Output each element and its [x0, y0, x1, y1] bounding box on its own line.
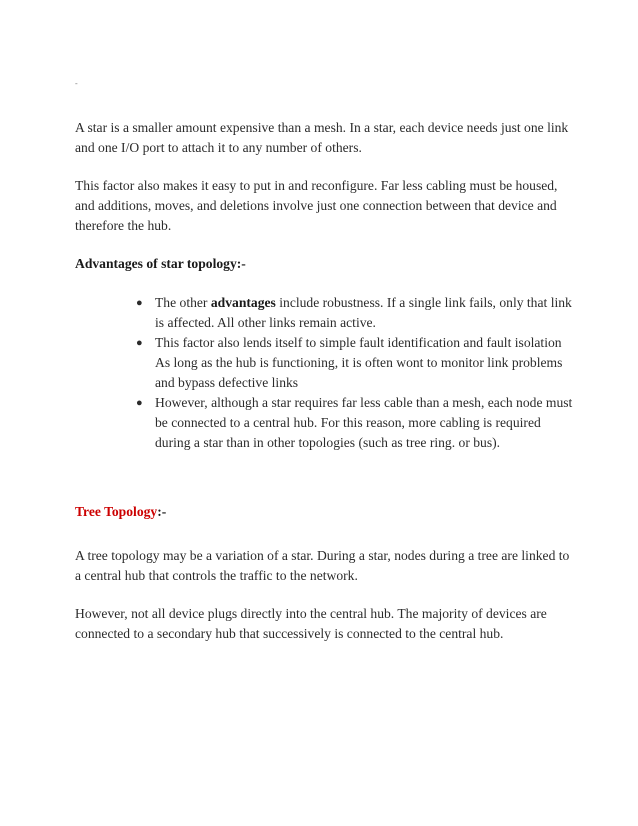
- bullet-text-pre: The other: [155, 295, 211, 310]
- bullet-icon: ●: [136, 397, 143, 409]
- advantages-list: [136, 293, 575, 453]
- list-item: [136, 393, 575, 453]
- stray-mark: -: [75, 79, 78, 88]
- paragraph-star-cost: A star is a smaller amount expensive than a mesh. In a star, each device needs just one link and one I/O port to attach it to any number of others.: [75, 120, 569, 155]
- list-item: [136, 293, 575, 333]
- paragraph-tree-intro: A tree topology may be a variation of a star. During a star, nodes during a tree are linked to a central hub that controls the traffic to the network.: [75, 548, 570, 583]
- heading-tree-suffix: :-: [157, 504, 167, 519]
- heading-tree-red: Tree Topology: [75, 504, 158, 519]
- bullet-text: This factor also lends itself to simple fault identification and fault isolation As long as the hub is functioning, it is often wont to monitor link problems and bypass defective links: [155, 335, 563, 390]
- bullet-bold-advantages: advantages: [210, 295, 276, 310]
- paragraph-tree-secondary: However, not all device plugs directly into the central hub. The majority of devices are connected to a secondary hub that successively is connected to the central hub.: [75, 606, 547, 641]
- bullet-text-post: include robustness. If a single link fails, only that link is affected. All other links remain active.: [155, 295, 572, 330]
- heading-advantages: Advantages of star topology:-: [75, 256, 246, 271]
- bullet-icon: ●: [136, 337, 143, 349]
- list-item: [136, 333, 575, 393]
- bullet-icon: ●: [136, 297, 143, 309]
- heading-tree-topology: [75, 502, 575, 522]
- bullet-text: However, although a star requires far less cable than a mesh, each node must be connected to a central hub. For this reason, more cabling is required during a star than in other topologies (such as tree ring. or bus).: [155, 395, 573, 450]
- paragraph-star-install: This factor also makes it easy to put in and reconfigure. Far less cabling must be housed, and additions, moves, and deletions involve just one connection between that device and therefore the hub.: [75, 178, 558, 233]
